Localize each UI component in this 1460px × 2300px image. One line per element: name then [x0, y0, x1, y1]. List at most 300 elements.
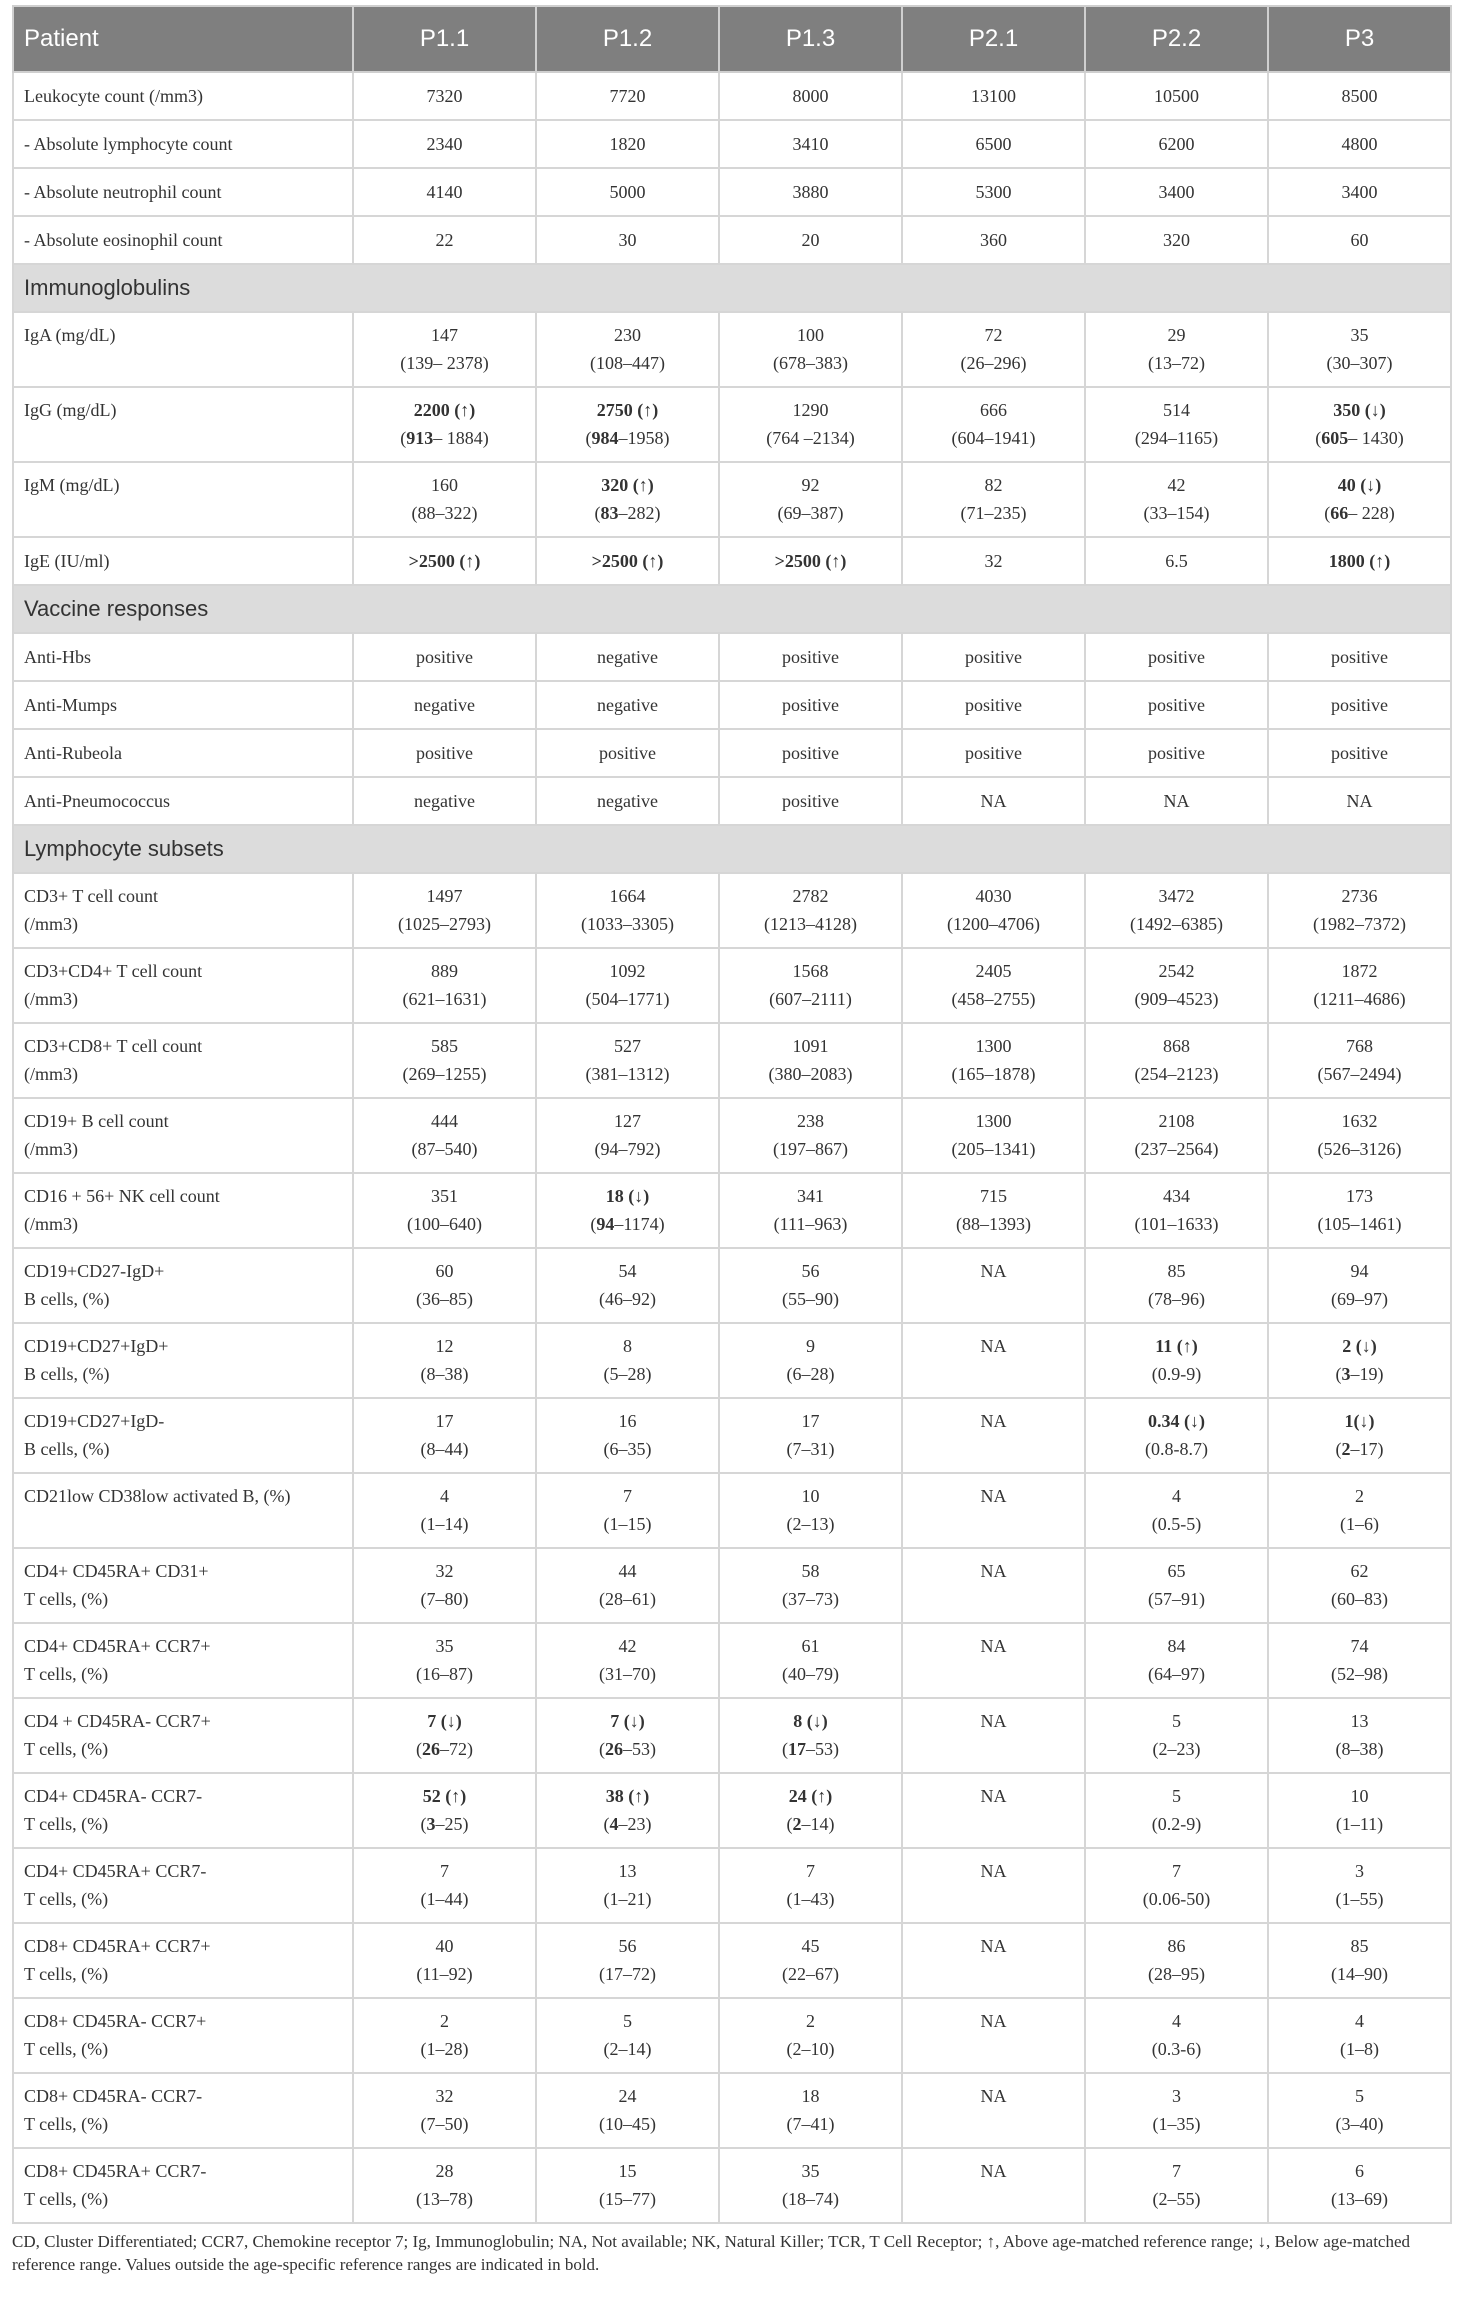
table-cell — [902, 387, 1085, 462]
reference-range-part: – 228) — [1348, 503, 1395, 523]
reference-range — [1269, 1060, 1450, 1088]
cell-value: 5300 — [975, 182, 1012, 202]
table-cell — [1085, 873, 1268, 948]
cell-value: 100 — [797, 325, 824, 345]
table-cell — [719, 1248, 902, 1323]
reference-range-part: (87–540) — [411, 1139, 478, 1159]
reference-range-part: (17–72) — [599, 1964, 656, 1984]
row-label-line: T cells, (%) — [24, 1889, 109, 1909]
reference-range — [1269, 349, 1450, 377]
table-cell — [1085, 1698, 1268, 1773]
row-label-line: T cells, (%) — [24, 2039, 109, 2059]
reference-range-part: (254–2123) — [1134, 1064, 1219, 1084]
cell-value: 7720 — [609, 86, 646, 106]
table-cell — [902, 1923, 1085, 1998]
row-label-line: (/mm3) — [24, 1214, 78, 1234]
cell-value: positive — [1148, 695, 1205, 715]
cell-value: 24 — [618, 2086, 637, 2106]
reference-range-part: (11–92) — [416, 1964, 473, 1984]
row-label — [13, 1848, 353, 1923]
reference-range-part: (380–2083) — [768, 1064, 853, 1084]
reference-range-part: (13–72) — [1148, 353, 1205, 373]
reference-range-part: (1–8) — [1340, 2039, 1379, 2059]
cell-value: 4 — [440, 1486, 449, 1506]
cell-value: 3 — [1355, 1861, 1364, 1881]
reference-range-part: (16–87) — [416, 1664, 473, 1684]
reference-range-part: –53) — [623, 1739, 656, 1759]
row-label — [13, 681, 353, 729]
column-header-p2-1: P2.1 — [902, 6, 1085, 72]
table-cell — [1268, 312, 1451, 387]
row-label — [13, 537, 353, 585]
table-cell — [1268, 1923, 1451, 1998]
cell-value: negative — [597, 791, 658, 811]
reference-range-part: 3 — [426, 1814, 436, 1834]
row-label — [13, 1998, 353, 2073]
reference-range — [537, 1360, 718, 1388]
reference-range-part: (909–4523) — [1134, 989, 1219, 1009]
table-cell — [536, 168, 719, 216]
reference-range — [1269, 1360, 1450, 1388]
table-cell — [719, 72, 902, 120]
table-cell — [1268, 1848, 1451, 1923]
reference-range-part: (205–1341) — [951, 1139, 1036, 1159]
section-row — [13, 585, 1451, 633]
row-label — [13, 1173, 353, 1248]
table-cell — [719, 1623, 902, 1698]
reference-range — [537, 2185, 718, 2213]
column-header-p1-3: P1.3 — [719, 6, 902, 72]
reference-range — [720, 2035, 901, 2063]
cell-value: negative — [597, 647, 658, 667]
row-label-line: B cells, (%) — [24, 1439, 110, 1459]
reference-range-part: (1033–3305) — [581, 914, 674, 934]
row-label-line: IgA (mg/dL) — [24, 325, 116, 345]
reference-range — [1086, 910, 1267, 938]
cell-value: 5 — [1172, 1711, 1181, 1731]
row-label-line: Anti-Mumps — [24, 695, 118, 715]
cell-value: 147 — [431, 325, 458, 345]
reference-range-part: (37–73) — [782, 1589, 839, 1609]
reference-range — [1269, 2185, 1450, 2213]
cell-value: 666 — [980, 400, 1007, 420]
table-cell — [902, 1098, 1085, 1173]
cell-value: 60 — [435, 1261, 454, 1281]
reference-range — [1086, 1585, 1267, 1613]
reference-range-part: (1025–2793) — [398, 914, 491, 934]
reference-range — [1269, 2110, 1450, 2138]
table-cell — [1268, 1773, 1451, 1848]
cell-value: 889 — [431, 961, 458, 981]
row-label-line: T cells, (%) — [24, 1589, 109, 1609]
cell-value: >2500 (↑) — [591, 551, 664, 571]
reference-range — [903, 1060, 1084, 1088]
reference-range-part: (764 –2134) — [766, 428, 855, 448]
reference-range-part: (94–792) — [594, 1139, 661, 1159]
reference-range-part: (678–383) — [773, 353, 848, 373]
cell-value: NA — [1346, 791, 1373, 811]
table-cell — [1268, 873, 1451, 948]
cell-value: NA — [980, 1561, 1007, 1581]
row-label-line: (/mm3) — [24, 1139, 78, 1159]
table-cell — [1268, 216, 1451, 264]
table-cell — [1085, 216, 1268, 264]
cell-value: 1(↓) — [1344, 1411, 1375, 1431]
reference-range-part: ( — [400, 428, 407, 448]
reference-range — [1086, 499, 1267, 527]
table-cell — [536, 2073, 719, 2148]
table-cell — [1085, 729, 1268, 777]
reference-range — [354, 1585, 535, 1613]
reference-range-part: (26–296) — [960, 353, 1027, 373]
row-label-line: IgE (IU/ml) — [24, 551, 110, 571]
reference-range — [1269, 910, 1450, 938]
cell-value: 1497 — [426, 886, 463, 906]
reference-range-part: – 1884) — [433, 428, 489, 448]
row-label — [13, 777, 353, 825]
cell-value: 10 — [1350, 1786, 1369, 1806]
reference-range-part: (0.8-8.7) — [1145, 1439, 1208, 1459]
table-cell — [353, 387, 536, 462]
table-cell — [719, 537, 902, 585]
row-label — [13, 1023, 353, 1098]
table-cell — [1085, 1398, 1268, 1473]
table-cell — [1268, 168, 1451, 216]
cell-value: 0.34 (↓) — [1148, 1411, 1205, 1431]
table-cell — [1268, 537, 1451, 585]
cell-value: 8500 — [1341, 86, 1378, 106]
reference-range — [1086, 2035, 1267, 2063]
table-cell — [536, 216, 719, 264]
reference-range — [903, 499, 1084, 527]
cell-value: 4030 — [975, 886, 1012, 906]
reference-range-part: (7–41) — [786, 2114, 835, 2134]
table-cell — [1268, 1023, 1451, 1098]
reference-range — [1086, 1435, 1267, 1463]
reference-range-part: –14) — [801, 1814, 835, 1834]
cell-value: 35 — [435, 1636, 454, 1656]
cell-value: 350 (↓) — [1333, 400, 1386, 420]
cell-value: 13 — [618, 1861, 637, 1881]
reference-range-part: 17 — [788, 1739, 806, 1759]
cell-value: 3 — [1172, 2086, 1181, 2106]
row-label-line: T cells, (%) — [24, 1964, 109, 1984]
cell-value: 715 — [980, 1186, 1007, 1206]
table-cell — [719, 1473, 902, 1548]
table-cell — [719, 1773, 902, 1848]
cell-value: positive — [965, 743, 1022, 763]
reference-range — [1086, 1660, 1267, 1688]
table-cell — [1085, 2073, 1268, 2148]
cell-value: 62 — [1350, 1561, 1369, 1581]
table-row — [13, 1848, 1451, 1923]
table-cell — [902, 1323, 1085, 1398]
reference-range-part: –72) — [440, 1739, 473, 1759]
reference-range-part: (78–96) — [1148, 1289, 1205, 1309]
reference-range-part: ( — [590, 1214, 597, 1234]
table-cell — [1085, 168, 1268, 216]
cell-value: negative — [414, 695, 475, 715]
reference-range-part: (28–61) — [599, 1589, 656, 1609]
cell-value: 1300 — [975, 1111, 1012, 1131]
reference-range-part: ( — [1335, 1439, 1342, 1459]
table-cell — [353, 1248, 536, 1323]
cell-value: 38 (↑) — [605, 1786, 650, 1806]
table-cell — [1085, 1023, 1268, 1098]
reference-range — [537, 2035, 718, 2063]
table-cell — [719, 1323, 902, 1398]
table-cell — [719, 1923, 902, 1998]
table-cell — [719, 681, 902, 729]
table-cell — [1268, 948, 1451, 1023]
table-cell — [719, 216, 902, 264]
table-cell — [536, 537, 719, 585]
table-row — [13, 1923, 1451, 1998]
reference-range-part: (0.06-50) — [1142, 1889, 1211, 1909]
cell-value: 10500 — [1154, 86, 1199, 106]
reference-range-part: 26 — [422, 1739, 440, 1759]
table-cell — [719, 387, 902, 462]
table-cell — [536, 681, 719, 729]
cell-value: 1632 — [1341, 1111, 1378, 1131]
table-cell — [902, 633, 1085, 681]
row-label — [13, 72, 353, 120]
table-row — [13, 312, 1451, 387]
table-cell — [1085, 1473, 1268, 1548]
table-cell — [536, 633, 719, 681]
cell-value: 56 — [801, 1261, 820, 1281]
reference-range-part: (197–867) — [773, 1139, 848, 1159]
table-cell — [536, 1698, 719, 1773]
reference-range-part: –25) — [435, 1814, 469, 1834]
table-row — [13, 1473, 1451, 1548]
reference-range — [537, 985, 718, 1013]
reference-range — [354, 1660, 535, 1688]
cell-value: positive — [965, 695, 1022, 715]
cell-value: 444 — [431, 1111, 458, 1131]
cell-value: 13 — [1350, 1711, 1369, 1731]
reference-range-part: (621–1631) — [402, 989, 487, 1009]
cell-value: 6 — [1355, 2161, 1364, 2181]
row-label-line: (/mm3) — [24, 914, 78, 934]
reference-range-part: (1–43) — [786, 1889, 835, 1909]
reference-range-part: ( — [786, 1814, 793, 1834]
table-cell — [902, 777, 1085, 825]
cell-value: 2 — [806, 2011, 815, 2031]
table-cell — [353, 681, 536, 729]
table-cell — [1268, 1623, 1451, 1698]
row-label-line: CD3+CD4+ T cell count — [24, 961, 203, 981]
reference-range-part: (7–31) — [786, 1439, 835, 1459]
table-cell — [353, 312, 536, 387]
table-cell — [1085, 120, 1268, 168]
reference-range — [720, 910, 901, 938]
table-cell — [902, 1023, 1085, 1098]
row-label-line: CD19+ B cell count — [24, 1111, 169, 1131]
cell-value: NA — [980, 1486, 1007, 1506]
table-cell — [902, 2073, 1085, 2148]
reference-range — [1086, 1060, 1267, 1088]
row-label — [13, 312, 353, 387]
cell-value: NA — [980, 1936, 1007, 1956]
cell-value: 32 — [435, 2086, 454, 2106]
table-cell — [1268, 462, 1451, 537]
reference-range — [537, 499, 718, 527]
table-cell — [536, 1998, 719, 2073]
reference-range-part: ( — [416, 1739, 422, 1759]
reference-range — [354, 1885, 535, 1913]
row-label — [13, 873, 353, 948]
reference-range-part: (504–1771) — [585, 989, 670, 1009]
row-label — [13, 948, 353, 1023]
row-label — [13, 1773, 353, 1848]
cell-value: 22 — [435, 230, 454, 250]
reference-range — [720, 1360, 901, 1388]
cell-value: 7 — [1172, 2161, 1181, 2181]
reference-range — [720, 1960, 901, 1988]
cell-value: 527 — [614, 1036, 641, 1056]
row-label-line: T cells, (%) — [24, 1739, 109, 1759]
row-label — [13, 1323, 353, 1398]
row-label-line: - Absolute neutrophil count — [24, 182, 222, 202]
reference-range-part: (6–28) — [786, 1364, 835, 1384]
cell-value: 5 — [623, 2011, 632, 2031]
table-cell — [536, 873, 719, 948]
cell-value: 1092 — [609, 961, 646, 981]
reference-range-part: ( — [1335, 1364, 1342, 1384]
cell-value: 768 — [1346, 1036, 1373, 1056]
cell-value: positive — [1148, 743, 1205, 763]
reference-range-part: (0.3-6) — [1151, 2039, 1202, 2059]
column-header-p2-2: P2.2 — [1085, 6, 1268, 72]
reference-range — [354, 2035, 535, 2063]
reference-range-part: (1–15) — [603, 1514, 652, 1534]
reference-range-part: (1213–4128) — [764, 914, 857, 934]
row-label-line: CD4 + CD45RA- CCR7+ — [24, 1711, 211, 1731]
reference-range-part: (2–13) — [786, 1514, 835, 1534]
table-cell — [536, 729, 719, 777]
reference-range-part: (55–90) — [782, 1289, 839, 1309]
table-cell — [1085, 1248, 1268, 1323]
table-cell — [353, 1023, 536, 1098]
reference-range-part: ( — [420, 1814, 427, 1834]
reference-range-part: (1211–4686) — [1313, 989, 1406, 1009]
reference-range — [720, 1060, 901, 1088]
reference-range-part: (69–387) — [777, 503, 844, 523]
reference-range — [537, 424, 718, 452]
cell-value: 8 — [623, 1336, 632, 1356]
table-cell — [719, 777, 902, 825]
table-cell — [536, 1323, 719, 1398]
table-cell — [536, 1473, 719, 1548]
cell-value: 1664 — [609, 886, 646, 906]
cell-value: >2500 (↑) — [408, 551, 481, 571]
table-cell — [902, 681, 1085, 729]
cell-value: NA — [980, 1336, 1007, 1356]
cell-value: 54 — [618, 1261, 637, 1281]
cell-value: positive — [1331, 695, 1388, 715]
cell-value: 585 — [431, 1036, 458, 1056]
table-cell — [902, 168, 1085, 216]
reference-range-part: (381–1312) — [585, 1064, 670, 1084]
cell-value: 72 — [984, 325, 1003, 345]
reference-range-part: (1–28) — [420, 2039, 469, 2059]
cell-value: 320 — [1163, 230, 1190, 250]
table-row — [13, 462, 1451, 537]
cell-value: 868 — [1163, 1036, 1190, 1056]
table-row — [13, 948, 1451, 1023]
reference-range-part: (46–92) — [599, 1289, 656, 1309]
table-cell — [902, 1173, 1085, 1248]
row-label-line: Leukocyte count (/mm3) — [24, 86, 203, 106]
cell-value: 160 — [431, 475, 458, 495]
cell-value: 4 — [1172, 1486, 1181, 1506]
cell-value: 1568 — [792, 961, 829, 981]
table-header-row — [13, 6, 1451, 72]
reference-range — [537, 1210, 718, 1238]
reference-range-part: (31–70) — [599, 1664, 656, 1684]
reference-range-part: (6–35) — [603, 1439, 652, 1459]
row-label-line: CD4+ CD45RA+ CD31+ — [24, 1561, 209, 1581]
reference-range — [537, 1510, 718, 1538]
table-cell — [1268, 1998, 1451, 2073]
table-cell — [1268, 2148, 1451, 2223]
table-cell — [1268, 633, 1451, 681]
reference-range — [354, 985, 535, 1013]
table-row — [13, 168, 1451, 216]
cell-value: 44 — [618, 1561, 637, 1581]
column-header-p1-1: P1.1 — [353, 6, 536, 72]
table-cell — [536, 72, 719, 120]
reference-range — [537, 1285, 718, 1313]
table-cell — [1268, 681, 1451, 729]
cell-value: NA — [980, 1861, 1007, 1881]
table-cell — [719, 1173, 902, 1248]
reference-range-part: (1–6) — [1340, 1514, 1379, 1534]
reference-range-part: (607–2111) — [769, 989, 852, 1009]
cell-value: 15 — [618, 2161, 637, 2181]
table-cell — [719, 462, 902, 537]
reference-range — [354, 1060, 535, 1088]
row-label-line: B cells, (%) — [24, 1364, 110, 1384]
reference-range-part: (458–2755) — [951, 989, 1036, 1009]
reference-range — [1086, 424, 1267, 452]
cell-value: 434 — [1163, 1186, 1190, 1206]
row-label — [13, 387, 353, 462]
reference-range-part: (15–77) — [599, 2189, 656, 2209]
reference-range — [1086, 1510, 1267, 1538]
cell-value: 1872 — [1341, 961, 1378, 981]
table-cell — [536, 1548, 719, 1623]
table-row — [13, 777, 1451, 825]
cell-value: 35 — [801, 2161, 820, 2181]
cell-value: 360 — [980, 230, 1007, 250]
table-cell — [536, 462, 719, 537]
table-row — [13, 1098, 1451, 1173]
cell-value: NA — [980, 1411, 1007, 1431]
reference-range — [1086, 1885, 1267, 1913]
table-cell — [1268, 2073, 1451, 2148]
table-cell — [536, 1173, 719, 1248]
reference-range-part: (294–1165) — [1134, 428, 1219, 448]
table-cell — [353, 2073, 536, 2148]
row-label — [13, 729, 353, 777]
reference-range-part: (40–79) — [782, 1664, 839, 1684]
table-cell — [719, 948, 902, 1023]
reference-range-part: (269–1255) — [402, 1064, 487, 1084]
reference-range — [1086, 1360, 1267, 1388]
cell-value: positive — [416, 647, 473, 667]
